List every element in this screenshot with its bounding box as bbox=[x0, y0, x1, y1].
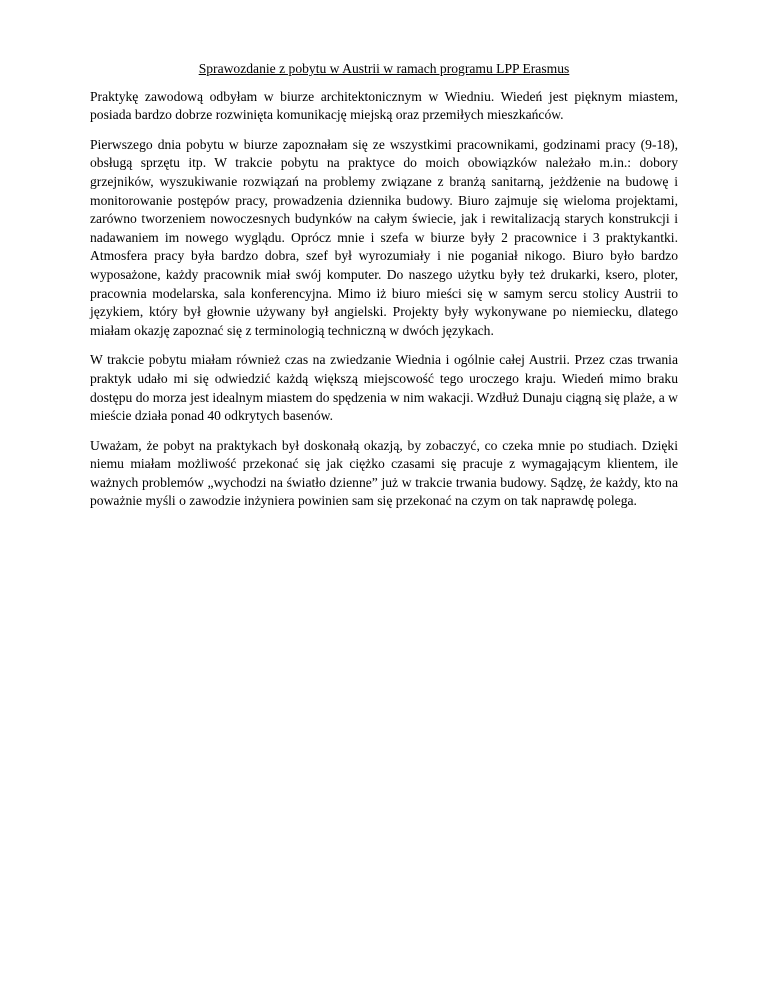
document-title: Sprawozdanie z pobytu w Austrii w ramach programu LPP Erasmus bbox=[198, 61, 570, 76]
document-body bbox=[90, 60, 678, 522]
paragraph-first-day: Pierwszego dnia pobytu w biurze zapoznałam się ze wszystkimi pracownikami, godzinami pracy (9-18), obsługą sprzętu itp. W trakcie pobytu na praktyce do moich obowiązków należało m.in.: dobory grzejników, wyszukiwanie rozwiązań na problemy związane z branżą sanitarną, jeżdżenie na budowę i monitorowanie postępów pracy, prowadzenia dziennika budowy. Biuro zajmuje się wieloma projektami, zarówno tworzeniem nowoczesnych budynków na całym świecie, jak i rewitalizacją starych konstrukcji i nadawaniem im nowego wyglądu. Oprócz mnie i szefa w biurze były 2 pracownice i 3 praktykantki. Atmosfera pracy była bardzo dobra, szef był wyrozumiały i nie poganiał nikogo. Biuro było bardzo wyposażone, każdy pracownik miał swój komputer. Do naszego użytku były też drukarki, ksero, ploter, pracownia modelarska, sala konferencyjna. Mimo iż biuro mieści się w samym sercu stolicy Austrii to językiem, który był głownie używany był angielski. Projekty były wykonywane po niemiecku, dlatego miałam okazję zapoznać się z terminologią techniczną w dwóch językach. bbox=[90, 136, 678, 338]
paragraph-intro: Praktykę zawodową odbyłam w biurze architektonicznym w Wiedniu. Wiedeń jest pięknym miastem, posiada bardzo dobrze rozwinięta komunikację miejską oraz przemiłych mieszkańców. bbox=[90, 88, 678, 123]
paragraph-conclusion: Uważam, że pobyt na praktykach był doskonałą okazją, by zobaczyć, co czeka mnie po studiach. Dzięki niemu miałam możliwość przekonać się jak ciężko czasami się pracuje z wymagającym klientem, ile ważnych problemów „wychodzi na światło dzienne” już w trakcie trwania budowy. Sądzę, że każdy, kto na poważnie myśli o zawodzie inżyniera powinien sam się przekonać na czym on tak naprawdę polega. bbox=[90, 437, 678, 509]
paragraph-sightseeing: W trakcie pobytu miałam również czas na zwiedzanie Wiednia i ogólnie całej Austrii. Przez czas trwania praktyk udało mi się odwiedzić każdą większą miejscowość tego uroczego kraju. Wiedeń mimo braku dostępu do morza jest idealnym miastem do spędzenia w nim wakacji. Wzdłuż Dunaju ciągną się plaże, a w mieście działa ponad 40 odkrytych basenów. bbox=[90, 352, 678, 424]
